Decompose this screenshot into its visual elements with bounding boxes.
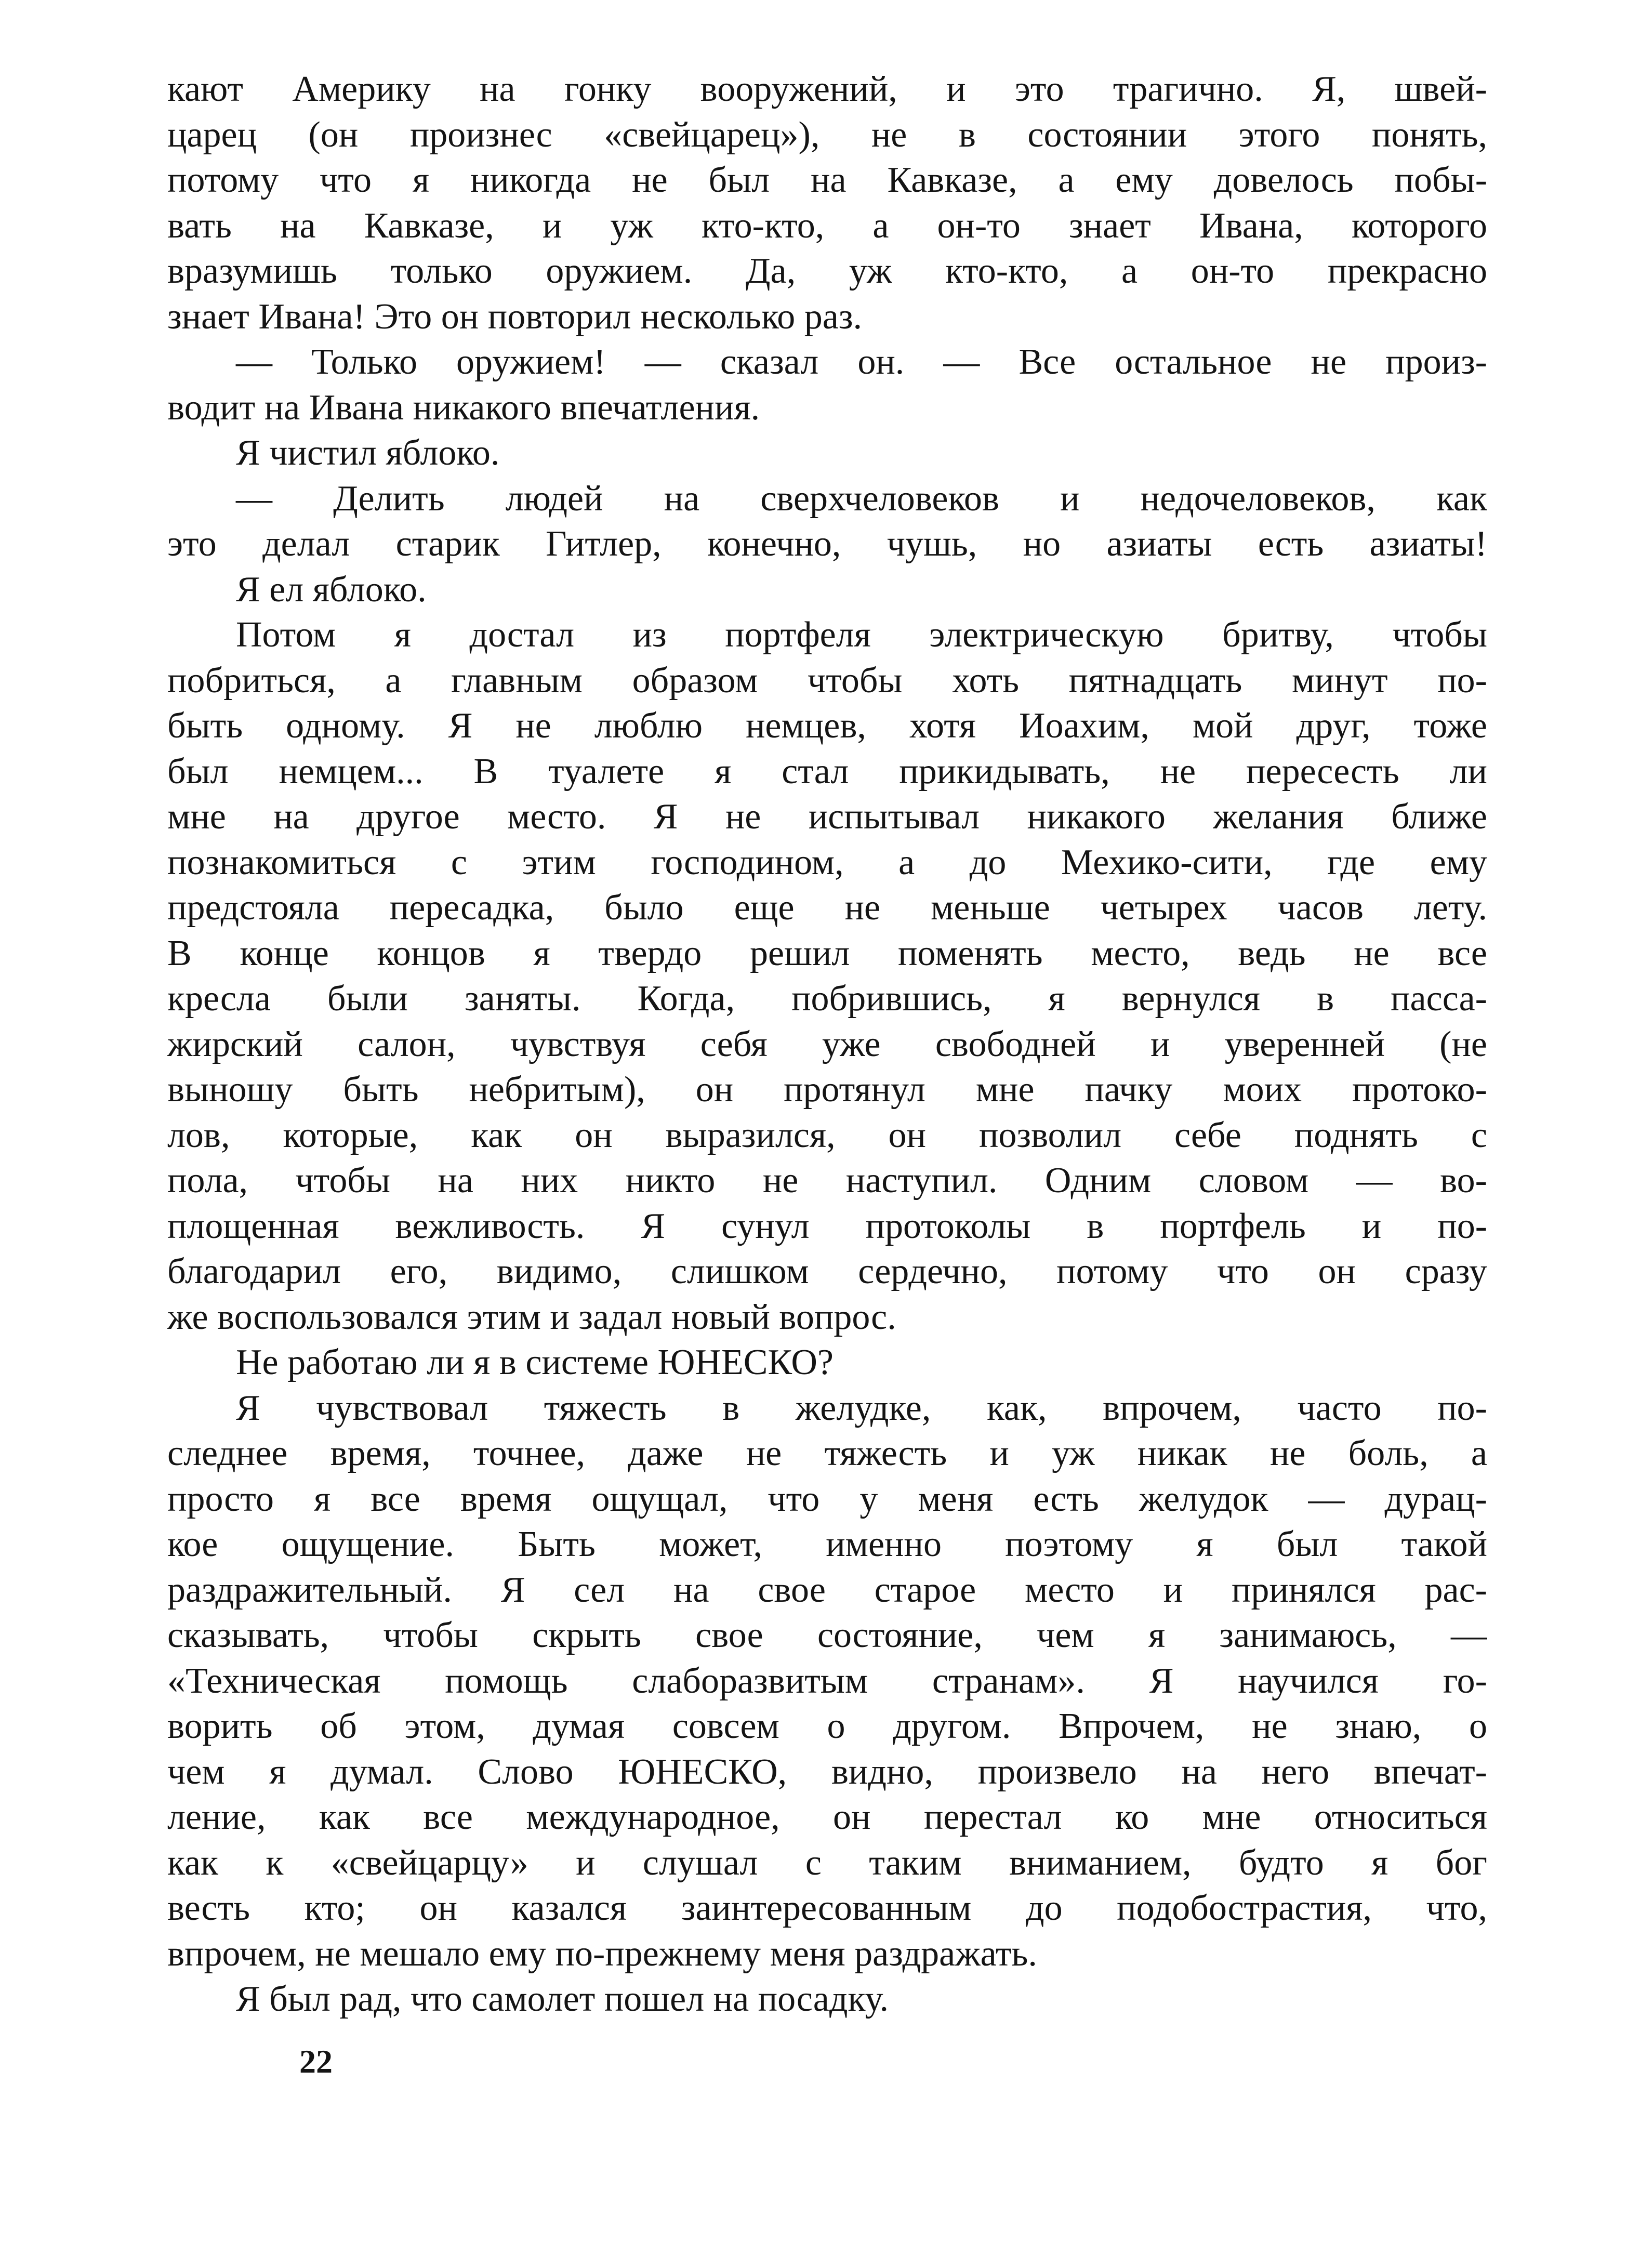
text-line: знает Ивана! Это он повторил несколько раз. <box>167 296 863 337</box>
text-line: жирский салон, чувствуя себя уже свободней и уверенней (не <box>167 1024 1487 1064</box>
text-line: раздражительный. Я сел на свое старое место и принялся рас- <box>167 1570 1487 1610</box>
text-line: быть одному. Я не люблю немцев, хотя Иоахим, мой друг, тоже <box>167 706 1487 746</box>
text-line: царец (он произнес «свейцарец»), не в состоянии этого понять, <box>167 114 1487 155</box>
text-line: вать на Кавказе, и уж кто-кто, а он-то знает Ивана, которого <box>167 205 1487 246</box>
text-line: В конце концов я твердо решил поменять место, ведь не все <box>167 933 1487 973</box>
text-line: вразумишь только оружием. Да, уж кто-кто, а он-то прекрасно <box>167 251 1487 291</box>
text-line: Не работаю ли я в системе ЮНЕСКО? <box>236 1342 834 1382</box>
text-line: пола, чтобы на них никто не наступил. Одним словом — во- <box>167 1161 1487 1201</box>
text-line: был немцем... В туалете я стал прикидывать, не пересесть ли <box>167 751 1487 792</box>
text-line: впрочем, не мешало ему по-прежнему меня раздражать. <box>167 1933 1037 1974</box>
text-line: кают Америку на гонку вооружений, и это трагично. Я, швей- <box>167 69 1487 109</box>
text-line: следнее время, точнее, даже не тяжесть и уж никак не боль, а <box>167 1433 1487 1473</box>
text-line: сказывать, чтобы скрыть свое состояние, чем я занимаюсь, — <box>167 1615 1487 1655</box>
text-line: предстояла пересадка, было еще не меньше четырех часов лету. <box>167 888 1487 928</box>
text-line: «Техническая помощь слаборазвитым странам». Я научился го- <box>167 1660 1487 1701</box>
text-line: это делал старик Гитлер, конечно, чушь, но азиаты есть азиаты! <box>167 524 1487 564</box>
text-line: выношу быть небритым), он протянул мне пачку моих протоко- <box>167 1070 1487 1110</box>
text-line: как к «свейцарцу» и слушал с таким вниманием, будто я бог <box>167 1842 1487 1883</box>
body-text <box>167 67 1487 2022</box>
text-line: мне на другое место. Я не испытывал никакого желания ближе <box>167 797 1487 837</box>
text-line: водит на Ивана никакого впечатления. <box>167 387 760 428</box>
text-line: Потом я достал из портфеля электрическую бритву, чтобы <box>236 615 1487 655</box>
text-line: Я ел яблоко. <box>236 569 427 610</box>
text-line: кое ощущение. Быть может, именно поэтому я был такой <box>167 1524 1487 1564</box>
text-line: ворить об этом, думая совсем о другом. Впрочем, не знаю, о <box>167 1706 1487 1746</box>
text-line: познакомиться с этим господином, а до Мехико-сити, где ему <box>167 842 1487 882</box>
text-line: побриться, а главным образом чтобы хоть пятнадцать минут по- <box>167 660 1487 701</box>
text-line: — Только оружием! — сказал он. — Все остальное не произ- <box>236 342 1487 382</box>
text-line: лов, которые, как он выразился, он позволил себе поднять с <box>167 1115 1487 1155</box>
page-number: 22 <box>299 2043 333 2080</box>
text-line: — Делить людей на сверхчеловеков и недочеловеков, как <box>236 478 1487 519</box>
text-line: Я чистил яблоко. <box>236 433 500 473</box>
text-line: потому что я никогда не был на Кавказе, а ему довелось побы- <box>167 160 1487 200</box>
text-line: чем я думал. Слово ЮНЕСКО, видно, произвело на него впечат- <box>167 1751 1487 1792</box>
text-line: площенная вежливость. Я сунул протоколы в портфель и по- <box>167 1206 1487 1246</box>
text-line: благодарил его, видимо, слишком сердечно, потому что он сразу <box>167 1251 1487 1291</box>
text-line: же воспользовался этим и задал новый вопрос. <box>167 1297 896 1337</box>
text-line: Я был рад, что самолет пошел на посадку. <box>236 1979 889 2019</box>
text-line: Я чувствовал тяжесть в желудке, как, впрочем, часто по- <box>236 1388 1487 1428</box>
text-line: кресла были заняты. Когда, побрившись, я вернулся в пасса- <box>167 979 1487 1019</box>
text-line: ление, как все международное, он перестал ко мне относиться <box>167 1797 1487 1837</box>
text-line: весть кто; он казался заинтересованным до подобострастия, что, <box>167 1888 1487 1928</box>
text-line: просто я все время ощущал, что у меня есть желудок — дурац- <box>167 1479 1487 1519</box>
